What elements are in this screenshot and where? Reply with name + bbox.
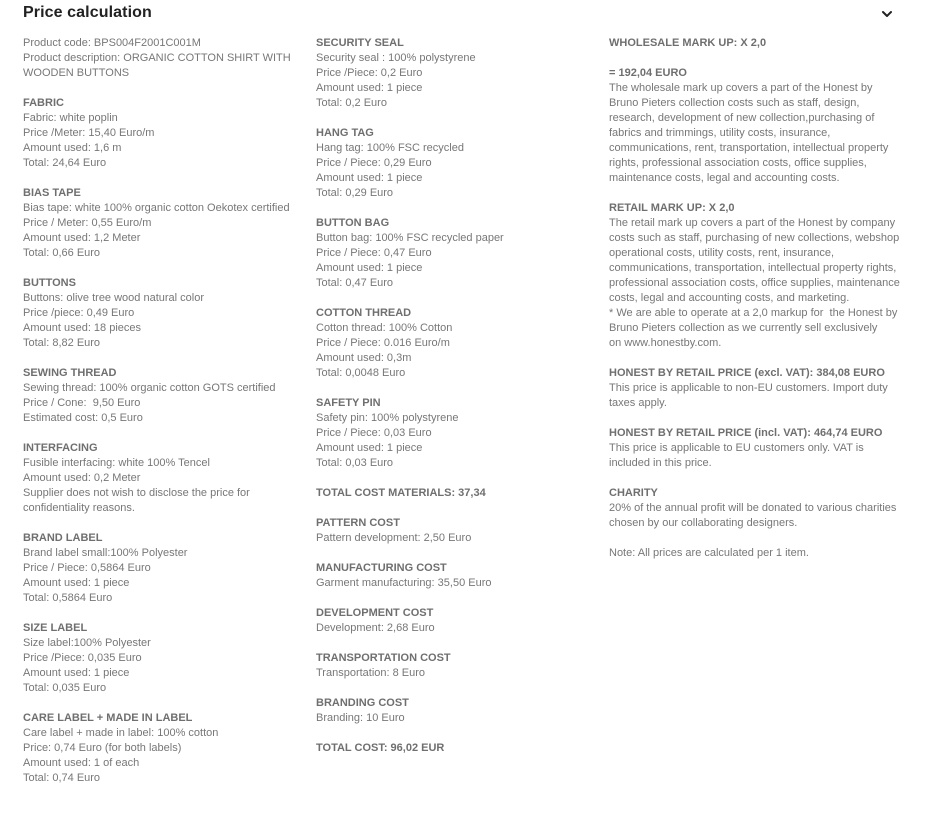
section-line: costs, legal and accounting costs, and marketing. (609, 292, 850, 304)
section-heading: BRANDING COST (316, 697, 409, 709)
section-line: Brand label small:100% Polyester (23, 547, 188, 559)
section-heading: SAFETY PIN (316, 397, 381, 409)
section-heading: INTERFACING (23, 442, 98, 454)
section-line: Total: 0,29 Euro (316, 187, 394, 199)
section-heading: PATTERN COST (316, 517, 400, 529)
section-line: Total: 0,5864 Euro (23, 592, 113, 604)
section-line: Transportation: 8 Euro (316, 667, 426, 679)
section-line: Price / Piece: 0.016 Euro/m (316, 337, 450, 349)
section-line: Bias tape: white 100% organic cotton Oekotex certified (23, 202, 290, 214)
materials-column (23, 36, 303, 801)
section-line: Safety pin: 100% polystyrene (316, 412, 459, 424)
section-heading: TOTAL COST MATERIALS: 37,34 (316, 487, 486, 499)
section-line: Button bag: 100% FSC recycled paper (316, 232, 504, 244)
section-line: costs such as staff, purchasing of new collections, webshop (609, 232, 900, 244)
section-line: Hang tag: 100% FSC recycled (316, 142, 464, 154)
section-heading: BUTTON BAG (316, 217, 390, 229)
section-line: Development: 2,68 Euro (316, 622, 435, 634)
section-size-label (23, 621, 303, 696)
section-line: Total: 0,47 Euro (316, 277, 394, 289)
section-line: Price: 0,74 Euro (for both labels) (23, 742, 182, 754)
section-line: Bruno Pieters collection as we currently sell exclusively (609, 322, 878, 334)
section-line: The retail mark up covers a part of the Honest by company (609, 217, 896, 229)
section-line: WOODEN BUTTONS (23, 67, 130, 79)
section-line: Price / Cone: 9,50 Euro (23, 397, 141, 409)
section-line: Size label:100% Polyester (23, 637, 151, 649)
section-heading: CHARITY (609, 487, 658, 499)
section-line: rights, professional association costs, office supplies, (609, 157, 867, 169)
section-line: Total: 0,0048 Euro (316, 367, 406, 379)
section-heading: SEWING THREAD (23, 367, 117, 379)
section-line: Buttons: olive tree wood natural color (23, 292, 204, 304)
section-line: communications, rent, transportation, intellectual property (609, 142, 889, 154)
section-line: maintenance costs, legal and accounting costs. (609, 172, 840, 184)
section-heading: MANUFACTURING COST (316, 562, 447, 574)
section-heading: HANG TAG (316, 127, 374, 139)
section-line: Fusible interfacing: white 100% Tencel (23, 457, 210, 469)
section-line: Amount used: 0,2 Meter (23, 472, 141, 484)
section-line: This price is applicable to non-EU customers. Import duty (609, 382, 888, 394)
section-charity (609, 486, 909, 531)
section-line: Branding: 10 Euro (316, 712, 405, 724)
section-line: Price /piece: 0,49 Euro (23, 307, 135, 319)
section-line: Price /Meter: 15,40 Euro/m (23, 127, 155, 139)
section-line: Price /Piece: 0,035 Euro (23, 652, 142, 664)
section-pattern-cost (316, 516, 596, 546)
section-hang-tag (316, 126, 596, 201)
section-line: * We are able to operate at a 2,0 markup for the Honest by (609, 307, 898, 319)
section-line: This price is applicable to EU customers only. VAT is (609, 442, 864, 454)
section-line: operational costs, utility costs, rent, insurance, (609, 247, 834, 259)
section-line: Total: 0,2 Euro (316, 97, 387, 109)
section-line: Amount used: 1 piece (316, 262, 423, 274)
section-line: Total: 0,035 Euro (23, 682, 107, 694)
section-line: Amount used: 0,3m (316, 352, 412, 364)
section-line: confidentiality reasons. (23, 502, 135, 514)
section-line: on www.honestby.com. (609, 337, 722, 349)
section-heading: DEVELOPMENT COST (316, 607, 434, 619)
section-line: Price / Piece: 0,5864 Euro (23, 562, 151, 574)
section-line: Amount used: 1 of each (23, 757, 140, 769)
section-heading: TOTAL COST: 96,02 EUR (316, 742, 445, 754)
section-product (23, 36, 303, 81)
section-branding-cost (316, 696, 596, 726)
section-line: Pattern development: 2,50 Euro (316, 532, 472, 544)
section-heading: WHOLESALE MARK UP: X 2,0 (609, 37, 767, 49)
section-line: Amount used: 18 pieces (23, 322, 142, 334)
section-transportation-cost (316, 651, 596, 681)
section-buttons (23, 276, 303, 351)
section-cotton-thread (316, 306, 596, 381)
section-line: Total: 0,03 Euro (316, 457, 394, 469)
section-note (609, 546, 909, 561)
section-heading: = 192,04 EURO (609, 67, 687, 79)
section-heading: BIAS TAPE (23, 187, 81, 199)
section-heading: COTTON THREAD (316, 307, 412, 319)
section-line: professional association costs, office supplies, maintenance (609, 277, 900, 289)
section-heading: TRANSPORTATION COST (316, 652, 451, 664)
section-line: Amount used: 1 piece (316, 82, 423, 94)
markup-column (609, 36, 909, 576)
section-heading: FABRIC (23, 97, 64, 109)
section-line: Amount used: 1,2 Meter (23, 232, 141, 244)
section-heading: HONEST BY RETAIL PRICE (excl. VAT): 384,08 EURO (609, 367, 885, 379)
section-line: included in this price. (609, 457, 712, 469)
section-sewing-thread (23, 366, 303, 426)
section-security-seal (316, 36, 596, 111)
section-line: communications, transportation, intellectual property rights, (609, 262, 897, 274)
section-line: Price / Meter: 0,55 Euro/m (23, 217, 152, 229)
section-interfacing (23, 441, 303, 516)
section-development-cost (316, 606, 596, 636)
section-line: Amount used: 1 piece (316, 442, 423, 454)
section-line: Price /Piece: 0,2 Euro (316, 67, 423, 79)
section-line: Cotton thread: 100% Cotton (316, 322, 453, 334)
section-line: Amount used: 1 piece (23, 667, 130, 679)
section-line: Total: 8,82 Euro (23, 337, 101, 349)
section-line: taxes apply. (609, 397, 667, 409)
section-line: fabrics and trimmings, utility costs, insurance, (609, 127, 831, 139)
section-heading: RETAIL MARK UP: X 2,0 (609, 202, 735, 214)
section-heading: CARE LABEL + MADE IN LABEL (23, 712, 193, 724)
section-line: Bruno Pieters collection costs such as staff, design, (609, 97, 860, 109)
section-line: 20% of the annual profit will be donated to various charities (609, 502, 897, 514)
section-fabric (23, 96, 303, 171)
section-line: Price / Piece: 0,47 Euro (316, 247, 432, 259)
section-line: Sewing thread: 100% organic cotton GOTS certified (23, 382, 276, 394)
section-line: Security seal : 100% polystyrene (316, 52, 476, 64)
section-line: Total: 24,64 Euro (23, 157, 107, 169)
section-button-bag (316, 216, 596, 291)
section-brand-label (23, 531, 303, 606)
section-line: Amount used: 1,6 m (23, 142, 122, 154)
section-retail-price-incl (609, 426, 909, 471)
section-line: Total: 0,74 Euro (23, 772, 101, 784)
price-calculation-header[interactable] (23, 4, 903, 24)
section-wholesale-result (609, 66, 909, 186)
costs-column (316, 36, 596, 771)
section-heading: HONEST BY RETAIL PRICE (incl. VAT): 464,74 EURO (609, 427, 883, 439)
section-line: Total: 0,66 Euro (23, 247, 101, 259)
section-line: chosen by our collaborating designers. (609, 517, 798, 529)
section-total-cost (316, 741, 596, 756)
section-line: Note: All prices are calculated per 1 item. (609, 547, 809, 559)
section-line: Amount used: 1 piece (316, 172, 423, 184)
section-total-cost-materials (316, 486, 596, 501)
section-heading: SIZE LABEL (23, 622, 88, 634)
section-line: Product code: BPS004F2001C001M (23, 37, 201, 49)
section-line: Garment manufacturing: 35,50 Euro (316, 577, 492, 589)
section-line: Price / Piece: 0,29 Euro (316, 157, 432, 169)
section-care-label (23, 711, 303, 786)
section-line: Price / Piece: 0,03 Euro (316, 427, 432, 439)
section-retail-markup (609, 201, 909, 351)
section-line: Product description: ORGANIC COTTON SHIRT WITH (23, 52, 291, 64)
section-line: The wholesale mark up covers a part of the Honest by (609, 82, 873, 94)
section-retail-price-excl (609, 366, 909, 411)
section-heading: SECURITY SEAL (316, 37, 404, 49)
section-line: Care label + made in label: 100% cotton (23, 727, 219, 739)
section-line: Fabric: white poplin (23, 112, 118, 124)
section-heading: BRAND LABEL (23, 532, 103, 544)
section-safety-pin (316, 396, 596, 471)
section-bias-tape (23, 186, 303, 261)
chevron-down-icon[interactable] (880, 7, 894, 21)
section-wholesale-markup (609, 36, 909, 51)
section-line: Estimated cost: 0,5 Euro (23, 412, 143, 424)
section-line: Amount used: 1 piece (23, 577, 130, 589)
section-manufacturing-cost (316, 561, 596, 591)
page-title: Price calculation (23, 4, 152, 21)
section-line: Supplier does not wish to disclose the price for (23, 487, 250, 499)
section-line: research, development of new collection,purchasing of (609, 112, 875, 124)
section-heading: BUTTONS (23, 277, 76, 289)
